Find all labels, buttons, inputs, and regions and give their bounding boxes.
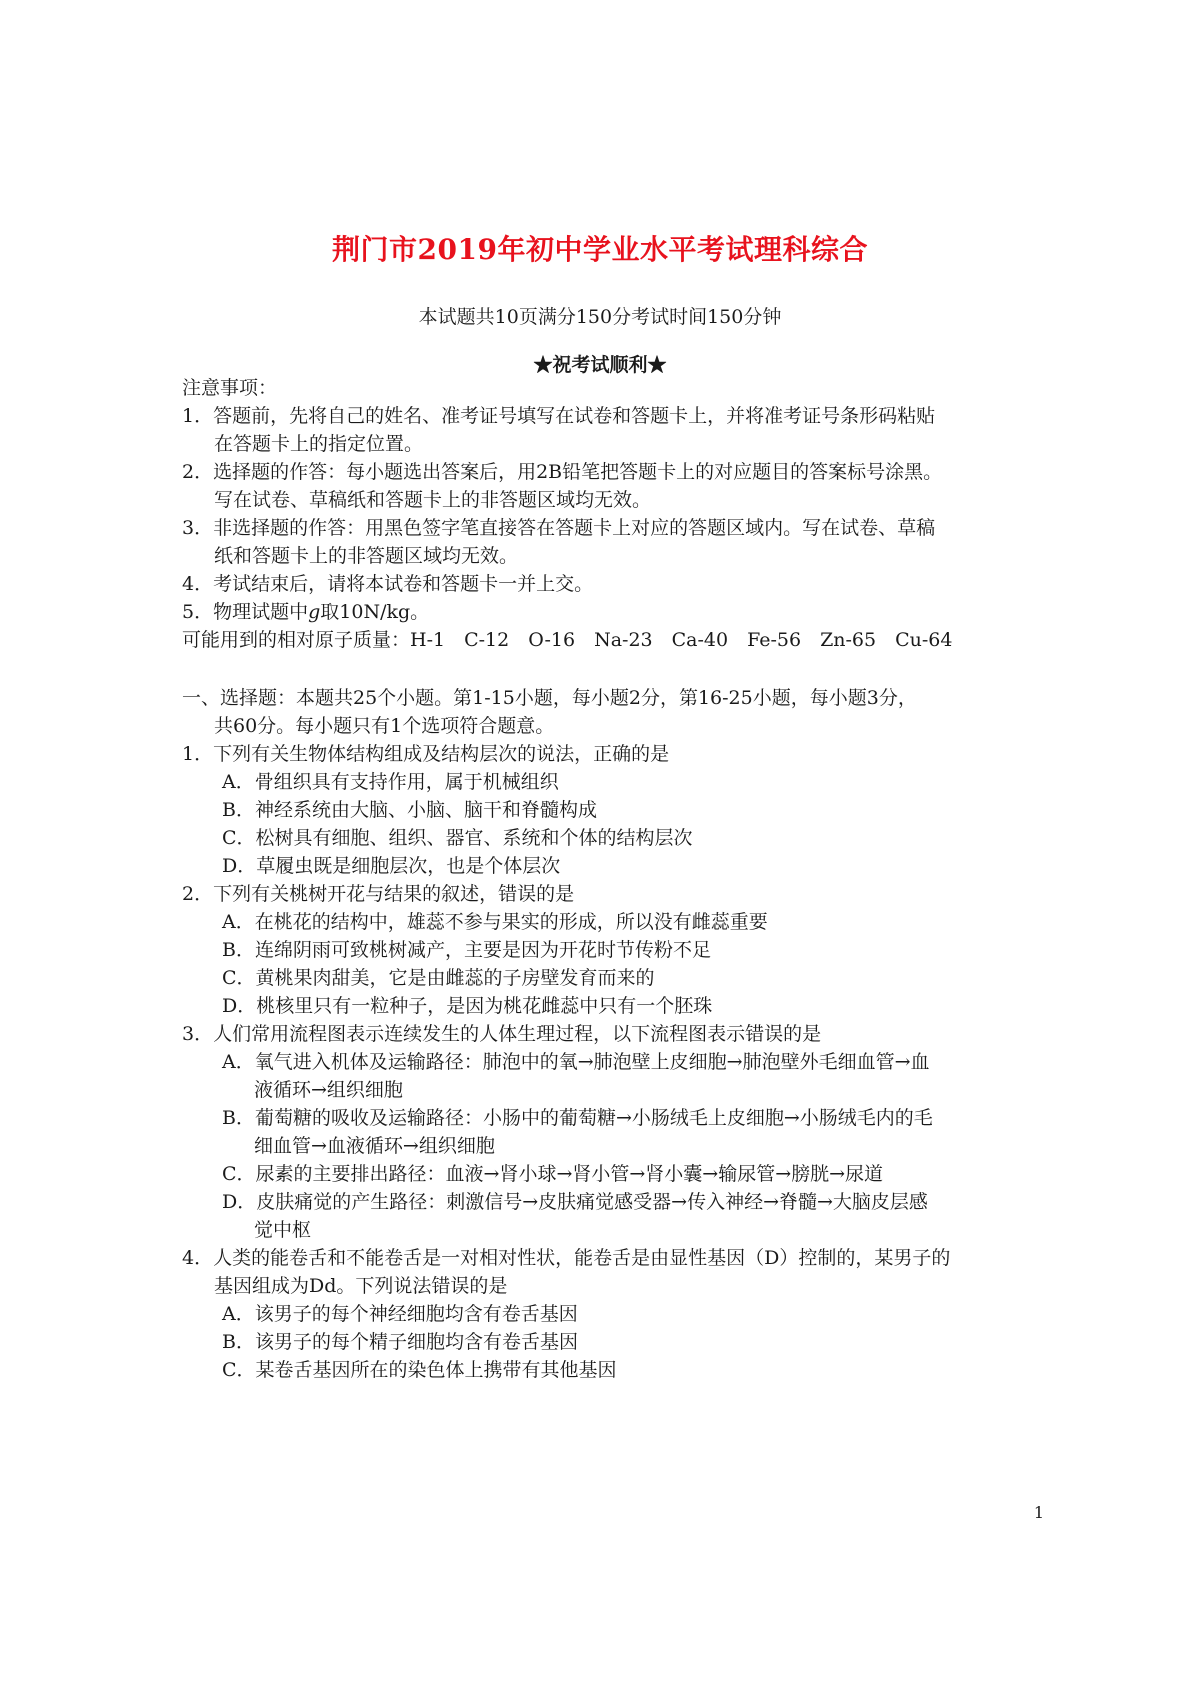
notice-item-5-prefix: 5．物理试题中 xyxy=(182,601,309,623)
notice-item-5 xyxy=(182,598,1038,626)
question-2-option-a: A．在桃花的结构中，雄蕊不参与果实的形成，所以没有雌蕊重要 xyxy=(222,911,768,933)
exam-title: 荆门市2019年初中学业水平考试理科综合 xyxy=(332,233,868,266)
exam-body xyxy=(182,374,1038,1384)
question-1-option-d: D．草履虫既是细胞层次，也是个体层次 xyxy=(222,855,561,877)
question-3-option-b: B．葡萄糖的吸收及运输路径：小肠中的葡萄糖→小肠绒毛上皮细胞→小肠绒毛内的毛 xyxy=(222,1107,933,1129)
exam-subtitle: 本试题共10页满分150分考试时间150分钟 xyxy=(418,306,782,328)
notice-item-2-cont: 写在试卷、草稿纸和答题卡上的非答题区域均无效。 xyxy=(214,489,652,511)
question-4-stem-cont: 基因组成为Dd。下列说法错误的是 xyxy=(214,1275,508,1297)
question-2-stem: 2．下列有关桃树开花与结果的叙述，错误的是 xyxy=(182,883,575,905)
notice-heading: 注意事项： xyxy=(182,377,278,399)
question-3-option-a-cont: 液循环→组织细胞 xyxy=(254,1079,403,1101)
section-1-heading-cont: 共60分。每小题只有1个选项符合题意。 xyxy=(214,715,555,737)
question-2-option-c: C．黄桃果肉甜美，它是由雌蕊的子房壁发育而来的 xyxy=(222,967,655,989)
section-1-heading: 一、选择题：本题共25个小题。第1-15小题，每小题2分，第16-25小题，每小题3分， xyxy=(182,687,917,709)
good-luck-banner: ★祝考试顺利★ xyxy=(533,354,667,376)
question-1-option-c: C．松树具有细胞、组织、器官、系统和个体的结构层次 xyxy=(222,827,693,849)
notice-item-1-cont: 在答题卡上的指定位置。 xyxy=(214,433,424,455)
question-4-stem: 4．人类的能卷舌和不能卷舌是一对相对性状，能卷舌是由显性基因（D）控制的，某男子的 xyxy=(182,1247,951,1269)
question-3-option-d: D．皮肤痛觉的产生路径：刺激信号→皮肤痛觉感受器→传入神经→脊髓→大脑皮层感 xyxy=(222,1191,928,1213)
atomic-mass-line: 可能用到的相对原子质量：H-1 C-12 O-16 Na-23 Ca-40 Fe-56 Zn-65 Cu-64 xyxy=(182,629,953,651)
question-4-option-a: A．该男子的每个神经细胞均含有卷舌基因 xyxy=(222,1303,578,1325)
notice-item-3-cont: 纸和答题卡上的非答题区域均无效。 xyxy=(214,545,519,567)
question-2-option-d: D．桃核里只有一粒种子，是因为桃花雌蕊中只有一个胚珠 xyxy=(222,995,713,1017)
notice-item-3: 3．非选择题的作答：用黑色签字笔直接答在答题卡上对应的答题区域内。写在试卷、草稿 xyxy=(182,517,936,539)
page-number: 1 xyxy=(1033,1503,1044,1522)
question-4-option-b: B．该男子的每个精子细胞均含有卷舌基因 xyxy=(222,1331,578,1353)
question-3-option-a: A．氧气进入机体及运输路径：肺泡中的氧→肺泡壁上皮细胞→肺泡壁外毛细血管→血 xyxy=(222,1051,930,1073)
notice-item-2: 2．选择题的作答：每小题选出答案后，用2B铅笔把答题卡上的对应题目的答案标号涂黑。 xyxy=(182,461,943,483)
gravity-symbol: g xyxy=(308,601,321,623)
notice-item-5-suffix: 取10N/kg。 xyxy=(320,601,430,623)
question-1-stem: 1．下列有关生物体结构组成及结构层次的说法，正确的是 xyxy=(182,743,670,765)
question-1-option-b: B．神经系统由大脑、小脑、脑干和脊髓构成 xyxy=(222,799,597,821)
notice-item-1: 1．答题前，先将自己的姓名、准考证号填写在试卷和答题卡上，并将准考证号条形码粘贴 xyxy=(182,405,936,427)
question-4-option-c: C．某卷舌基因所在的染色体上携带有其他基因 xyxy=(222,1359,617,1381)
notice-item-4: 4．考试结束后，请将本试卷和答题卡一并上交。 xyxy=(182,573,594,595)
question-1-option-a: A．骨组织具有支持作用，属于机械组织 xyxy=(222,771,559,793)
question-3-stem: 3．人们常用流程图表示连续发生的人体生理过程，以下流程图表示错误的是 xyxy=(182,1023,822,1045)
question-3-option-b-cont: 细血管→血液循环→组织细胞 xyxy=(254,1135,495,1157)
question-3-option-c: C．尿素的主要排出路径：血液→肾小球→肾小管→肾小囊→输尿管→膀胱→尿道 xyxy=(222,1163,884,1185)
question-3-option-d-cont: 觉中枢 xyxy=(254,1219,312,1241)
question-2-option-b: B．连绵阴雨可致桃树减产，主要是因为开花时节传粉不足 xyxy=(222,939,711,961)
